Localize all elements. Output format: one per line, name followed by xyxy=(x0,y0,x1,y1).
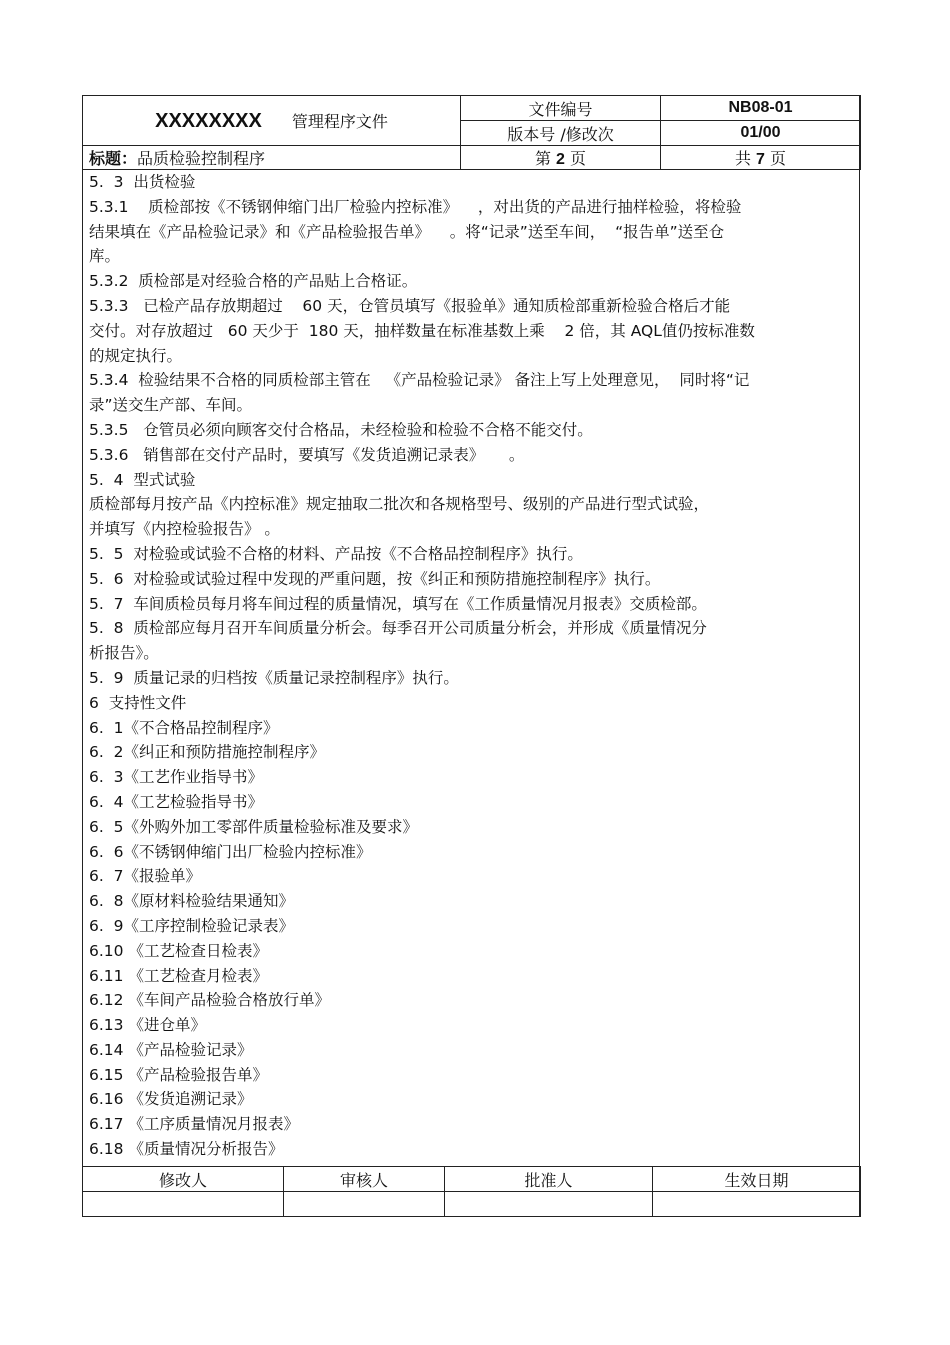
text-line: 6. 4《工艺检验指导书》 xyxy=(89,792,264,811)
text-line: 5. 5 对检验或试验不合格的材料、产品按《不合格品控制程序》执行。 xyxy=(89,544,583,563)
total-suffix: 页 xyxy=(770,149,787,168)
doc-no-value: NB08-01 xyxy=(661,96,861,121)
title-cell xyxy=(83,146,461,170)
text-line: 结果填在《产品检验记录》和《产品检验报告单》 。将“记录”送至车间， “报告单”送至仓 xyxy=(89,222,725,241)
text-line: 5. 8 质检部应每月召开车间质量分析会。每季召开公司质量分析会，并形成《质量情况分 xyxy=(89,619,707,638)
text-line: 5.3.4 检验结果不合格的同质检部主管在 《产品检验记录》 备注上写上处理意见， 同时将“记 xyxy=(89,371,750,390)
modifier-value xyxy=(83,1192,284,1217)
text-line: 库。 xyxy=(89,247,121,266)
text-line: 6.18 《质量情况分析报告》 xyxy=(89,1140,284,1159)
text-line: 6.11 《工艺检查月检表》 xyxy=(89,966,268,985)
text-line: 6.15 《产品检验报告单》 xyxy=(89,1065,268,1084)
text-line: 5.3.3 已检产品存放期超过 60 天，仓管员填写《报验单》通知质检部重新检验合格后才能 xyxy=(89,296,731,315)
text-line: 交付。对存放超过 60 天少于 180 天，抽样数量在标准基数上乘 2 倍，其 AQL值仍按标准数 xyxy=(89,321,755,340)
text-line: 析报告》。 xyxy=(89,644,159,663)
document-body xyxy=(89,170,857,1162)
approver-label: 批准人 xyxy=(445,1167,653,1192)
company-header-cell xyxy=(83,96,461,146)
text-line: 5.3.2 质检部是对经验合格的产品贴上合格证。 xyxy=(89,272,418,291)
page-prefix: 第 xyxy=(534,149,551,168)
company-name: XXXXXXXX xyxy=(155,109,262,132)
title-label: 标题： xyxy=(89,151,138,168)
text-line: 6.13 《进仓单》 xyxy=(89,1016,206,1035)
text-line: 5. 7 车间质检员每月将车间过程的质量情况，填写在《工作质量情况月报表》交质检部。 xyxy=(89,594,707,613)
page-suffix: 页 xyxy=(570,149,587,168)
effective-date-label: 生效日期 xyxy=(653,1167,861,1192)
text-line: 6.10 《工艺检查日检表》 xyxy=(89,941,268,960)
reviewer-label: 审核人 xyxy=(284,1167,445,1192)
text-line: 6.14 《产品检验记录》 xyxy=(89,1040,253,1059)
text-line: 5. 6 对检验或试验过程中发现的严重问题，按《纠正和预防措施控制程序》执行。 xyxy=(89,569,661,588)
modifier-label: 修改人 xyxy=(83,1167,284,1192)
reviewer-value xyxy=(284,1192,445,1217)
text-line: 录”送交生产部、车间。 xyxy=(89,396,253,415)
text-line: 6. 7《报验单》 xyxy=(89,867,202,886)
text-line: 并填写《内控检验报告》 。 xyxy=(89,520,280,539)
text-line: 6.12 《车间产品检验合格放行单》 xyxy=(89,991,330,1010)
document-title: 品质检验控制程序 xyxy=(137,149,266,168)
doc-type: 管理程序文件 xyxy=(291,111,388,131)
text-line: 6.17 《工序质量情况月报表》 xyxy=(89,1115,299,1134)
page-number-cell xyxy=(461,146,661,170)
text-line: 5. 3 出货检验 xyxy=(89,173,196,191)
total-pages-cell xyxy=(661,146,861,170)
text-line: 的规定执行。 xyxy=(89,346,183,365)
text-line: 6 支持性文件 xyxy=(89,693,187,712)
effective-date-value xyxy=(653,1192,861,1217)
text-line: 6. 2《纠正和预防措施控制程序》 xyxy=(89,743,326,762)
text-line: 6. 1《不合格品控制程序》 xyxy=(89,718,279,737)
approval-table xyxy=(82,1166,861,1217)
version-label: 版本号 /修改次 xyxy=(461,121,661,146)
text-line: 6.16 《发货追溯记录》 xyxy=(89,1090,253,1109)
text-line: 6. 8《原材料检验结果通知》 xyxy=(89,892,295,911)
doc-no-label: 文件编号 xyxy=(461,96,661,121)
text-line: 6. 6《不锈钢伸缩门出厂检验内控标准》 xyxy=(89,842,372,861)
total-prefix: 共 xyxy=(734,149,751,168)
text-line: 5. 4 型式试验 xyxy=(89,470,196,489)
text-line: 5.3.5 仓管员必须向顾客交付合格品，未经检验和检验不合格不能交付。 xyxy=(89,420,593,439)
text-line: 5.3.1 质检部按《不锈钢伸缩门出厂检验内控标准》 ，对出货的产品进行抽样检验，将检验 xyxy=(89,197,742,216)
text-line: 6. 9《工序控制检验记录表》 xyxy=(89,916,295,935)
text-line: 6. 3《工艺作业指导书》 xyxy=(89,768,264,787)
page-number: 2 xyxy=(556,151,565,168)
version-value: 01/00 xyxy=(661,121,861,146)
document-header xyxy=(82,95,861,170)
text-line: 6. 5《外购外加工零部件质量检验标准及要求》 xyxy=(89,817,419,836)
text-line: 质检部每月按产品《内控标准》规定抽取二批次和各规格型号、级别的产品进行型式试验， xyxy=(89,495,710,514)
approver-value xyxy=(445,1192,653,1217)
total-pages: 7 xyxy=(756,151,765,168)
text-line: 5.3.6 销售部在交付产品时，要填写《发货追溯记录表》 。 xyxy=(89,445,525,464)
text-line: 5. 9 质量记录的归档按《质量记录控制程序》执行。 xyxy=(89,668,459,687)
